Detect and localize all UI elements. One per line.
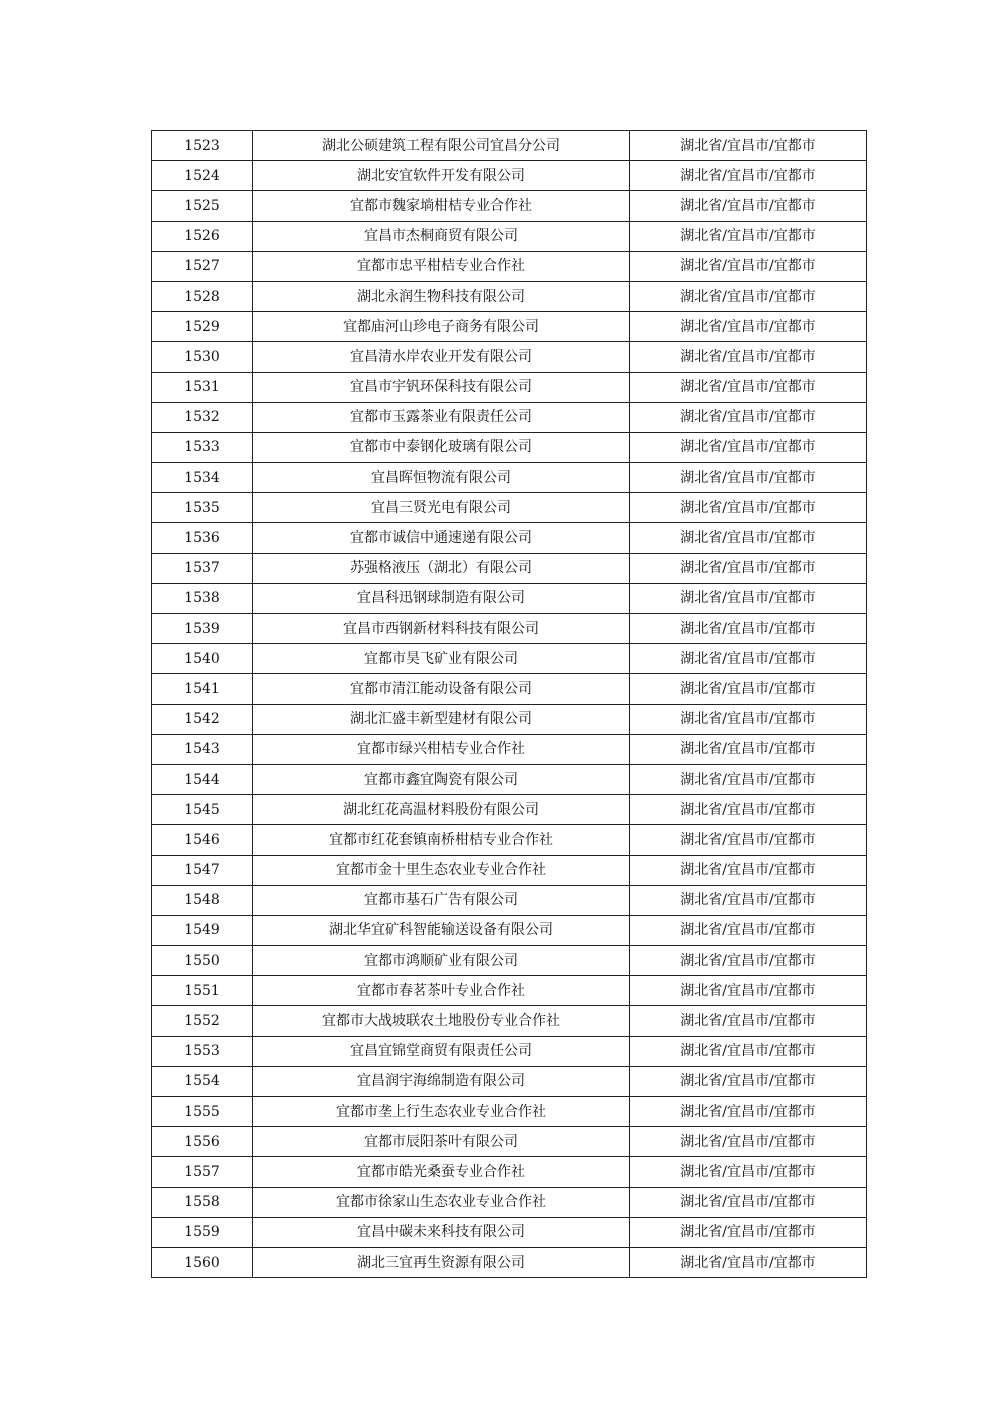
company-name-cell: 宜昌市宇钒环保科技有限公司 bbox=[253, 372, 630, 402]
company-name-cell: 宜都市中泰钢化玻璃有限公司 bbox=[253, 432, 630, 462]
row-number-cell: 1534 bbox=[152, 463, 253, 493]
table-row bbox=[152, 704, 867, 734]
row-number-cell: 1529 bbox=[152, 312, 253, 342]
table-row bbox=[152, 1247, 867, 1277]
region-cell: 湖北省/宜昌市/宜都市 bbox=[630, 583, 867, 613]
table-row bbox=[152, 1036, 867, 1066]
region-cell: 湖北省/宜昌市/宜都市 bbox=[630, 614, 867, 644]
table-row bbox=[152, 161, 867, 191]
company-name-cell: 宜都市春茗茶叶专业合作社 bbox=[253, 976, 630, 1006]
row-number-cell: 1527 bbox=[152, 251, 253, 281]
table-body bbox=[152, 131, 867, 1278]
row-number-cell: 1555 bbox=[152, 1097, 253, 1127]
region-cell: 湖北省/宜昌市/宜都市 bbox=[630, 644, 867, 674]
region-cell: 湖北省/宜昌市/宜都市 bbox=[630, 946, 867, 976]
table-row bbox=[152, 1187, 867, 1217]
region-cell: 湖北省/宜昌市/宜都市 bbox=[630, 221, 867, 251]
company-name-cell: 宜昌市西钢新材料科技有限公司 bbox=[253, 614, 630, 644]
row-number-cell: 1546 bbox=[152, 825, 253, 855]
region-cell: 湖北省/宜昌市/宜都市 bbox=[630, 372, 867, 402]
table-row bbox=[152, 523, 867, 553]
region-cell: 湖北省/宜昌市/宜都市 bbox=[630, 1006, 867, 1036]
table-row bbox=[152, 614, 867, 644]
company-name-cell: 宜都市魏家埫柑桔专业合作社 bbox=[253, 191, 630, 221]
company-name-cell: 湖北三宜再生资源有限公司 bbox=[253, 1247, 630, 1277]
table-row bbox=[152, 281, 867, 311]
region-cell: 湖北省/宜昌市/宜都市 bbox=[630, 493, 867, 523]
company-name-cell: 宜昌宜锦堂商贸有限责任公司 bbox=[253, 1036, 630, 1066]
row-number-cell: 1540 bbox=[152, 644, 253, 674]
row-number-cell: 1530 bbox=[152, 342, 253, 372]
company-name-cell: 湖北公硕建筑工程有限公司宜昌分公司 bbox=[253, 131, 630, 161]
table-row bbox=[152, 493, 867, 523]
row-number-cell: 1533 bbox=[152, 432, 253, 462]
company-name-cell: 宜昌中碳未来科技有限公司 bbox=[253, 1217, 630, 1247]
table-row bbox=[152, 855, 867, 885]
row-number-cell: 1549 bbox=[152, 915, 253, 945]
table-row bbox=[152, 402, 867, 432]
table-row bbox=[152, 644, 867, 674]
row-number-cell: 1543 bbox=[152, 734, 253, 764]
region-cell: 湖北省/宜昌市/宜都市 bbox=[630, 312, 867, 342]
region-cell: 湖北省/宜昌市/宜都市 bbox=[630, 795, 867, 825]
row-number-cell: 1550 bbox=[152, 946, 253, 976]
table-row bbox=[152, 191, 867, 221]
table-row bbox=[152, 946, 867, 976]
row-number-cell: 1524 bbox=[152, 161, 253, 191]
table-row bbox=[152, 674, 867, 704]
region-cell: 湖北省/宜昌市/宜都市 bbox=[630, 161, 867, 191]
company-name-cell: 宜都市辰阳茶叶有限公司 bbox=[253, 1127, 630, 1157]
company-name-cell: 湖北红花高温材料股份有限公司 bbox=[253, 795, 630, 825]
region-cell: 湖北省/宜昌市/宜都市 bbox=[630, 463, 867, 493]
company-name-cell: 宜都市鸿顺矿业有限公司 bbox=[253, 946, 630, 976]
region-cell: 湖北省/宜昌市/宜都市 bbox=[630, 976, 867, 1006]
company-name-cell: 宜都市玉露茶业有限责任公司 bbox=[253, 402, 630, 432]
table-row bbox=[152, 885, 867, 915]
company-name-cell: 宜都市皓光桑蚕专业合作社 bbox=[253, 1157, 630, 1187]
table-row bbox=[152, 1127, 867, 1157]
region-cell: 湖北省/宜昌市/宜都市 bbox=[630, 915, 867, 945]
region-cell: 湖北省/宜昌市/宜都市 bbox=[630, 1157, 867, 1187]
company-name-cell: 宜都市清江能动设备有限公司 bbox=[253, 674, 630, 704]
region-cell: 湖北省/宜昌市/宜都市 bbox=[630, 191, 867, 221]
table-row bbox=[152, 583, 867, 613]
row-number-cell: 1554 bbox=[152, 1066, 253, 1096]
company-name-cell: 宜都市大战坡联农土地股份专业合作社 bbox=[253, 1006, 630, 1036]
row-number-cell: 1557 bbox=[152, 1157, 253, 1187]
row-number-cell: 1552 bbox=[152, 1006, 253, 1036]
row-number-cell: 1544 bbox=[152, 764, 253, 794]
table-row bbox=[152, 976, 867, 1006]
row-number-cell: 1541 bbox=[152, 674, 253, 704]
row-number-cell: 1558 bbox=[152, 1187, 253, 1217]
company-name-cell: 宜昌晖恒物流有限公司 bbox=[253, 463, 630, 493]
company-name-cell: 湖北永润生物科技有限公司 bbox=[253, 281, 630, 311]
row-number-cell: 1537 bbox=[152, 553, 253, 583]
region-cell: 湖北省/宜昌市/宜都市 bbox=[630, 402, 867, 432]
region-cell: 湖北省/宜昌市/宜都市 bbox=[630, 1097, 867, 1127]
company-name-cell: 宜昌市杰桐商贸有限公司 bbox=[253, 221, 630, 251]
row-number-cell: 1535 bbox=[152, 493, 253, 523]
company-name-cell: 宜都市昊飞矿业有限公司 bbox=[253, 644, 630, 674]
company-list-table bbox=[151, 130, 867, 1278]
table-row bbox=[152, 1097, 867, 1127]
company-name-cell: 湖北安宜软件开发有限公司 bbox=[253, 161, 630, 191]
table-row bbox=[152, 795, 867, 825]
region-cell: 湖北省/宜昌市/宜都市 bbox=[630, 553, 867, 583]
region-cell: 湖北省/宜昌市/宜都市 bbox=[630, 1187, 867, 1217]
row-number-cell: 1526 bbox=[152, 221, 253, 251]
table-row bbox=[152, 764, 867, 794]
company-name-cell: 宜都市徐家山生态农业专业合作社 bbox=[253, 1187, 630, 1217]
company-name-cell: 苏强格液压（湖北）有限公司 bbox=[253, 553, 630, 583]
table-row bbox=[152, 915, 867, 945]
company-name-cell: 宜昌三贤光电有限公司 bbox=[253, 493, 630, 523]
table-row bbox=[152, 825, 867, 855]
region-cell: 湖北省/宜昌市/宜都市 bbox=[630, 432, 867, 462]
row-number-cell: 1536 bbox=[152, 523, 253, 553]
table-row bbox=[152, 312, 867, 342]
table-row bbox=[152, 432, 867, 462]
row-number-cell: 1539 bbox=[152, 614, 253, 644]
region-cell: 湖北省/宜昌市/宜都市 bbox=[630, 1036, 867, 1066]
row-number-cell: 1556 bbox=[152, 1127, 253, 1157]
region-cell: 湖北省/宜昌市/宜都市 bbox=[630, 825, 867, 855]
region-cell: 湖北省/宜昌市/宜都市 bbox=[630, 131, 867, 161]
table-row bbox=[152, 1066, 867, 1096]
company-name-cell: 湖北华宜矿科智能输送设备有限公司 bbox=[253, 915, 630, 945]
row-number-cell: 1532 bbox=[152, 402, 253, 432]
region-cell: 湖北省/宜昌市/宜都市 bbox=[630, 1247, 867, 1277]
row-number-cell: 1528 bbox=[152, 281, 253, 311]
company-name-cell: 宜都市忠平柑桔专业合作社 bbox=[253, 251, 630, 281]
company-name-cell: 湖北汇盛丰新型建材有限公司 bbox=[253, 704, 630, 734]
table-row bbox=[152, 1157, 867, 1187]
region-cell: 湖北省/宜昌市/宜都市 bbox=[630, 281, 867, 311]
company-name-cell: 宜昌科迅钢球制造有限公司 bbox=[253, 583, 630, 613]
row-number-cell: 1547 bbox=[152, 855, 253, 885]
region-cell: 湖北省/宜昌市/宜都市 bbox=[630, 885, 867, 915]
region-cell: 湖北省/宜昌市/宜都市 bbox=[630, 674, 867, 704]
table-row bbox=[152, 734, 867, 764]
row-number-cell: 1559 bbox=[152, 1217, 253, 1247]
row-number-cell: 1553 bbox=[152, 1036, 253, 1066]
row-number-cell: 1548 bbox=[152, 885, 253, 915]
region-cell: 湖北省/宜昌市/宜都市 bbox=[630, 1217, 867, 1247]
company-list-table-container bbox=[151, 130, 866, 1278]
company-name-cell: 宜都市鑫宜陶瓷有限公司 bbox=[253, 764, 630, 794]
table-row bbox=[152, 1217, 867, 1247]
table-row bbox=[152, 1006, 867, 1036]
row-number-cell: 1525 bbox=[152, 191, 253, 221]
table-row bbox=[152, 342, 867, 372]
region-cell: 湖北省/宜昌市/宜都市 bbox=[630, 523, 867, 553]
table-row bbox=[152, 251, 867, 281]
company-name-cell: 宜都市垄上行生态农业专业合作社 bbox=[253, 1097, 630, 1127]
table-row bbox=[152, 553, 867, 583]
row-number-cell: 1542 bbox=[152, 704, 253, 734]
region-cell: 湖北省/宜昌市/宜都市 bbox=[630, 1127, 867, 1157]
table-row bbox=[152, 463, 867, 493]
company-name-cell: 宜都市诚信中通速递有限公司 bbox=[253, 523, 630, 553]
company-name-cell: 宜都市绿兴柑桔专业合作社 bbox=[253, 734, 630, 764]
table-row bbox=[152, 221, 867, 251]
row-number-cell: 1523 bbox=[152, 131, 253, 161]
region-cell: 湖北省/宜昌市/宜都市 bbox=[630, 764, 867, 794]
company-name-cell: 宜都庙河山珍电子商务有限公司 bbox=[253, 312, 630, 342]
region-cell: 湖北省/宜昌市/宜都市 bbox=[630, 855, 867, 885]
region-cell: 湖北省/宜昌市/宜都市 bbox=[630, 342, 867, 372]
row-number-cell: 1531 bbox=[152, 372, 253, 402]
table-row bbox=[152, 372, 867, 402]
region-cell: 湖北省/宜昌市/宜都市 bbox=[630, 251, 867, 281]
row-number-cell: 1551 bbox=[152, 976, 253, 1006]
region-cell: 湖北省/宜昌市/宜都市 bbox=[630, 734, 867, 764]
company-name-cell: 宜昌清水岸农业开发有限公司 bbox=[253, 342, 630, 372]
row-number-cell: 1538 bbox=[152, 583, 253, 613]
table-row bbox=[152, 131, 867, 161]
company-name-cell: 宜都市基石广告有限公司 bbox=[253, 885, 630, 915]
row-number-cell: 1560 bbox=[152, 1247, 253, 1277]
region-cell: 湖北省/宜昌市/宜都市 bbox=[630, 704, 867, 734]
company-name-cell: 宜都市红花套镇南桥柑桔专业合作社 bbox=[253, 825, 630, 855]
company-name-cell: 宜都市金十里生态农业专业合作社 bbox=[253, 855, 630, 885]
company-name-cell: 宜昌润宇海绵制造有限公司 bbox=[253, 1066, 630, 1096]
row-number-cell: 1545 bbox=[152, 795, 253, 825]
region-cell: 湖北省/宜昌市/宜都市 bbox=[630, 1066, 867, 1096]
